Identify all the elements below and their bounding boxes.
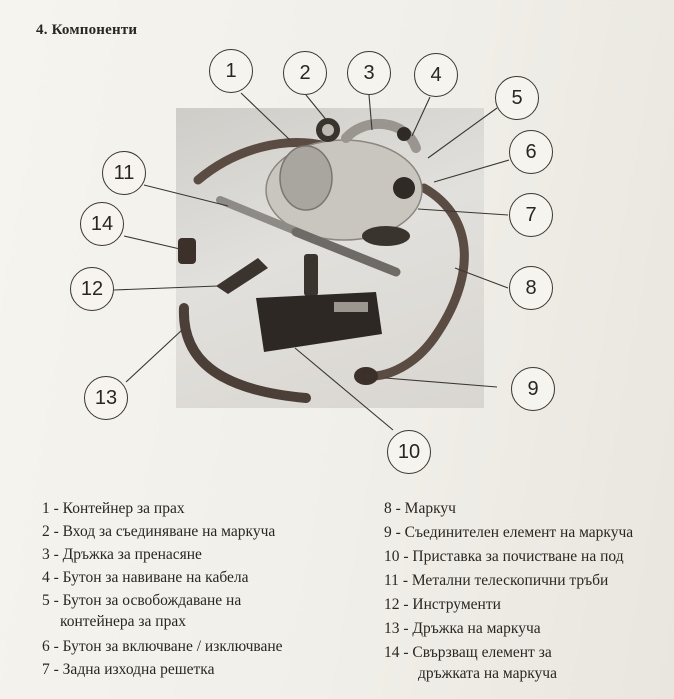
callout-12: 12 bbox=[70, 267, 114, 311]
legend-item-14: 14 - Свързващ елемент за дръжката на маркуча bbox=[384, 644, 557, 682]
legend-item-5-continuation: контейнера за прах bbox=[60, 613, 186, 630]
legend-item-3: 3 - Дръжка за пренасяне bbox=[42, 546, 202, 563]
callout-5: 5 bbox=[495, 76, 539, 120]
legend-item-13: 13 - Дръжка на маркуча bbox=[384, 620, 541, 637]
callout-4: 4 bbox=[414, 53, 458, 97]
legend-item-7: 7 - Задна изходна решетка bbox=[42, 661, 215, 678]
callout-6: 6 bbox=[509, 130, 553, 174]
legend-item-1: 1 - Контейнер за прах bbox=[42, 500, 185, 517]
legend-item-12: 12 - Инструменти bbox=[384, 596, 501, 613]
section-title: 4. Компоненти bbox=[36, 22, 138, 38]
legend-item-9: 9 - Съединителен елемент на маркуча bbox=[384, 524, 634, 541]
callout-11: 11 bbox=[102, 151, 146, 195]
callout-12-14: 14 bbox=[80, 202, 124, 246]
legend-item-5: 5 - Бутон за освобождаване на контейнера за прах bbox=[42, 592, 242, 630]
callout-2: 2 bbox=[283, 51, 327, 95]
callout-3: 3 bbox=[347, 51, 391, 95]
callout-10: 10 bbox=[387, 430, 431, 474]
callout-1: 1 bbox=[209, 49, 253, 93]
legend-item-4: 4 - Бутон за навиване на кабела bbox=[42, 569, 249, 586]
callout-7: 7 bbox=[509, 193, 553, 237]
legend-item-11: 11 - Метални телескопични тръби bbox=[384, 572, 609, 589]
legend-item-6: 6 - Бутон за включване / изключване bbox=[42, 638, 283, 655]
callout-8: 8 bbox=[509, 266, 553, 310]
legend-item-14-continuation: дръжката на маркуча bbox=[418, 665, 557, 682]
legend-item-8: 8 - Маркуч bbox=[384, 500, 456, 517]
legend-item-2: 2 - Вход за съединяване на маркуча bbox=[42, 523, 276, 540]
callout-9: 9 bbox=[511, 367, 555, 411]
legend-item-10: 10 - Приставка за почистване на под bbox=[384, 548, 624, 565]
callout-13: 13 bbox=[84, 376, 128, 420]
